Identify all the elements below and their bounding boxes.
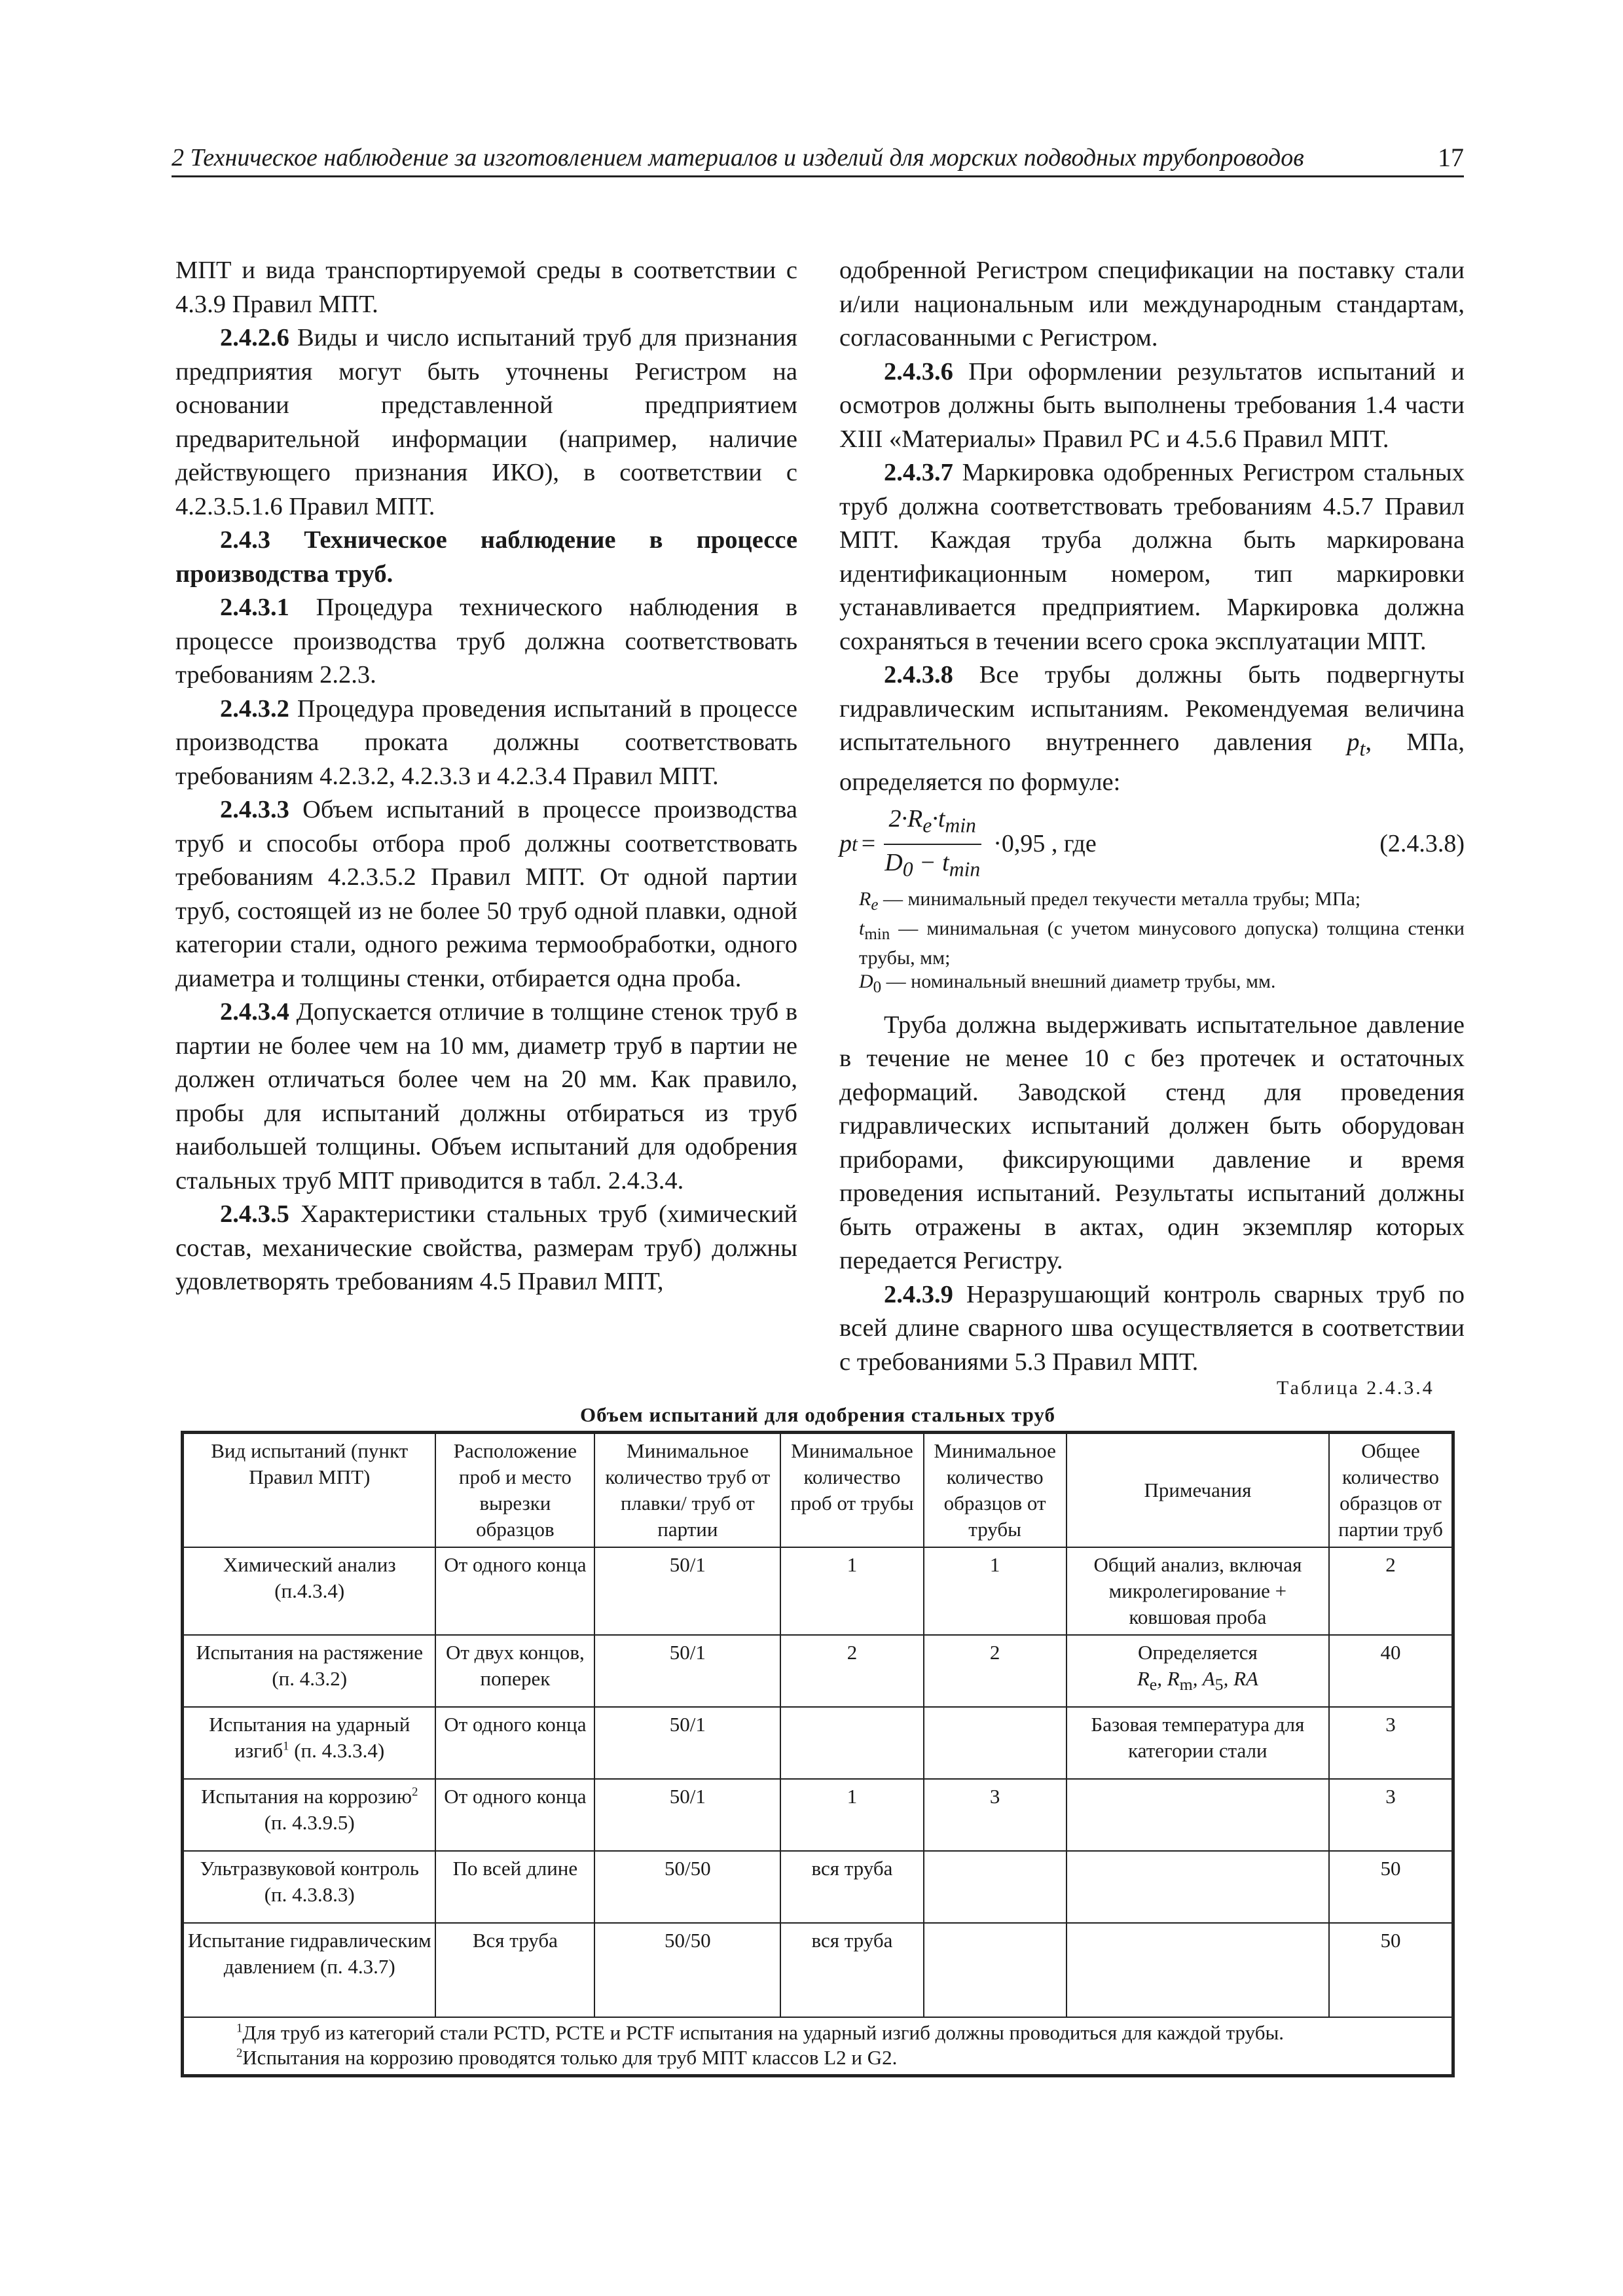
table-cell: [924, 1923, 1067, 2017]
symbol-sub: e: [871, 895, 879, 914]
definition-re: [839, 888, 1465, 917]
paragraph-2-4-3-9: [839, 1278, 1465, 1380]
table-cell: 50/1: [594, 1547, 780, 1635]
paragraph-2-4-3-6: [839, 355, 1465, 457]
denominator-sub2: min: [949, 857, 981, 881]
table-cell: От одного конца: [435, 1547, 594, 1635]
clause-number: 2.4.3.6: [884, 357, 953, 386]
clause-text: При оформлении результатов испытаний и осмотров должны быть выполнены требования 1.4 части XIII «Материалы» Правил РС и 4.5.6 Правил МПТ.: [839, 357, 1465, 453]
clause-text: Неразрушающий контроль сварных труб по всей длине сварного шва осуществляется в соответствии с требованиями 5.3 Правил МПТ.: [839, 1280, 1465, 1376]
denominator-text: D: [884, 848, 903, 876]
numerator-text-b: ·t: [932, 804, 945, 833]
symbol: D: [859, 970, 873, 992]
formula-lhs: p: [839, 829, 852, 857]
symbol: R: [859, 888, 871, 910]
footnote-mark: 2: [412, 1785, 418, 1799]
formula-lhs-sub: t: [852, 832, 858, 855]
table-cell: 50: [1329, 1851, 1453, 1923]
formula-definitions: [839, 888, 1465, 999]
formula-block: [839, 804, 1465, 881]
table-cell: 3: [1329, 1707, 1453, 1779]
table-label: Таблица 2.4.3.4: [1277, 1377, 1434, 1399]
variable-p: p: [1347, 728, 1360, 756]
table-cell: [924, 1707, 1067, 1779]
table-cell: [183, 1707, 436, 1779]
cell-text: Испытания на ударный изгиб: [209, 1713, 410, 1762]
footnote-text: Испытания на коррозию проводятся только для труб МПТ классов L2 и G2.: [242, 2046, 898, 2069]
formula-number: (2.4.3.8): [1379, 829, 1465, 857]
table-cell: Базовая температура для категории стали: [1067, 1707, 1329, 1779]
clause-number: 2.4.3.5: [220, 1200, 289, 1228]
symbol: R: [1137, 1667, 1150, 1690]
table-cell: 50/1: [594, 1707, 780, 1779]
denominator-sub: 0: [902, 857, 913, 881]
clause-text: , МПа, определяется по формуле:: [839, 728, 1465, 797]
clause-text: Допускается отличие в толщине стенок труб в партии не более чем на 10 мм, диаметр труб в партии не должен отличаться более чем на 20 мм. Как правило, пробы для испытаний должны отбираться из труб наибольшей толщины. Объем испытаний для одобрения стальных труб МПТ приводится в табл. 2.4.3.4.: [175, 998, 797, 1194]
formula: [839, 802, 1097, 886]
table-cell: 40: [1329, 1635, 1453, 1707]
clause-text: Виды и число испытаний труб для признания предприятия могут быть уточнены Регистром на основании представленной предприятием предварительной информации (например, наличие действующего признания ИКО), в соответствии с 4.2.3.5.1.6 Правил МПТ.: [175, 324, 797, 520]
note-text: Определяется: [1138, 1641, 1258, 1664]
symbol: t: [859, 917, 865, 939]
table-cell: Химический анализ (п.4.3.4): [183, 1547, 436, 1635]
paragraph-2-4-3-4: [175, 996, 797, 1198]
paragraph: МПТ и вида транспортируемой среды в соответствии с 4.3.9 Правил МПТ.: [175, 257, 797, 318]
table-cell: По всей длине: [435, 1851, 594, 1923]
table-header-row: [183, 1433, 1453, 1548]
clause-number: 2.4.3.1: [220, 594, 289, 621]
formula-numerator: [884, 802, 981, 845]
clause-text: Все трубы должны быть подвергнуты гидравлическим испытаниям. Рекомендуемая величина испытательного внутреннего давления: [839, 661, 1465, 756]
table-cell: Ультразвуковой контроль (п. 4.3.8.3): [183, 1851, 436, 1923]
symbol-sub: 0: [873, 978, 882, 996]
table-footnotes-row: [183, 2017, 1453, 2076]
symbol: , R: [1157, 1667, 1180, 1690]
table-cell: [1067, 1779, 1329, 1851]
footnote-2: [236, 2045, 1399, 2070]
denominator-text-b: − t: [913, 848, 949, 876]
table-cell: От одного конца: [435, 1707, 594, 1779]
footnote-1: [236, 2020, 1399, 2045]
table-row: [183, 1923, 1453, 2017]
paragraph-2-4-3-8: [839, 658, 1465, 800]
paragraph: одобренной Регистром спецификации на поставку стали и/или национальным или международным стандартам, согласованными с Регистром.: [839, 257, 1465, 351]
table-footnotes: [183, 2017, 1453, 2076]
table-cell: 3: [924, 1779, 1067, 1851]
table-cell: вся труба: [780, 1851, 923, 1923]
symbol-sub: min: [864, 925, 890, 943]
paragraph-2-4-3-5: [175, 1198, 797, 1299]
table-title: Объем испытаний для одобрения стальных труб: [579, 1403, 1056, 1426]
footnote-mark: 1: [236, 2021, 243, 2036]
formula-fraction: [879, 802, 985, 886]
table-cell: 3: [1329, 1779, 1453, 1851]
clause-number: 2.4.2.6: [220, 324, 289, 351]
table-cell: [924, 1851, 1067, 1923]
table-cell: 50/1: [594, 1779, 780, 1851]
paragraph-2-4-3-2: [175, 692, 797, 794]
definition-text: — минимальная (с учетом минусового допуска) толщина стенки трубы, мм;: [859, 917, 1465, 969]
table-row: [183, 1707, 1453, 1779]
clause-number: 2.4.3.4: [220, 998, 289, 1026]
running-header-title: 2 Техническое наблюдение за изготовлением материалов и изделий для морских подводных трубопроводов: [172, 144, 1304, 171]
table-cell: 1: [780, 1779, 923, 1851]
table-cell: От двух концов, поперек: [435, 1635, 594, 1707]
table-cell: От одного конца: [435, 1779, 594, 1851]
formula-tail: ·0,95 , где: [993, 829, 1097, 857]
table-cell: 1: [780, 1547, 923, 1635]
table-cell: 50/1: [594, 1635, 780, 1707]
table-cell: Испытания на растяжение (п. 4.3.2): [183, 1635, 436, 1707]
clause-number: 2.4.3.3: [220, 796, 289, 823]
header-cell: Расположение проб и место вырезки образцов: [435, 1433, 594, 1548]
clause-text: Маркировка одобренных Регистром стальных труб должна соответствовать требованиям 4.5.7 Правил МПТ. Каждая труба должна быть маркирована идентификационным номером, тип маркировки устанавливается предприятием. Маркировка должна сохраняться в течении всего срока эксплуатации МПТ.: [839, 459, 1465, 655]
table-cell: 2: [924, 1635, 1067, 1707]
clause-number: 2.4.3.9: [884, 1280, 953, 1308]
table-row: [183, 1779, 1453, 1851]
table-cell: 1: [924, 1547, 1067, 1635]
clause-text: Характеристики стальных труб (химический состав, механические свойства, размерам труб) должны удовлетворять требованиям 4.5 Правил МПТ,: [175, 1200, 797, 1295]
definition-d0: [839, 970, 1465, 999]
numerator-text: 2·R: [888, 804, 923, 833]
cell-text: Испытания на коррозию: [201, 1785, 412, 1808]
definition-text: — минимальный предел текучести металла трубы; МПа;: [878, 888, 1361, 910]
clause-text: Процедура проведения испытаний в процессе производства проката должны соответствовать требованиям 4.2.3.2, 4.2.3.3 и 4.2.3.4 Правил МПТ.: [175, 694, 797, 790]
table-cell: Испытание гидравлическим давлением (п. 4.3.7): [183, 1923, 436, 2017]
header-cell: Общее количество образцов от партии труб: [1329, 1433, 1453, 1548]
footnote-mark: 1: [283, 1739, 289, 1753]
right-column: [839, 254, 1465, 1379]
numerator-sub: e: [922, 814, 932, 837]
clause-number: 2.4.3.8: [884, 661, 953, 689]
page-number: 17: [1438, 143, 1464, 172]
variable-subscript: t: [1359, 736, 1366, 761]
table-cell: 50/50: [594, 1923, 780, 2017]
table-cell: [1067, 1851, 1329, 1923]
table-cell: 50/50: [594, 1851, 780, 1923]
table-cell: 50: [1329, 1923, 1453, 2017]
cell-text: (п. 4.3.3.4): [289, 1739, 385, 1762]
paragraph-2-4-2-6: [175, 321, 797, 524]
clause-number: 2.4.3.2: [220, 694, 289, 723]
paragraph-pressure-test: Труба должна выдерживать испытательное давление в течение не менее 10 с без протечек и остаточных деформаций. Заводской стенд для проведения гидравлических испытаний должен быть оборудован приборами, фиксирующими давление и время проведения испытаний. Результаты испытаний должны быть отражены в актах, один экземпляр которых передается Регистру.: [839, 1011, 1465, 1275]
symbol: , A: [1192, 1667, 1215, 1690]
table-cell: вся труба: [780, 1923, 923, 2017]
footnote-text: Для труб из категорий стали PCTD, PCTE и PCTF испытания на ударный изгиб должны проводиться для каждой трубы.: [242, 2021, 1285, 2044]
table-cell: Вся труба: [435, 1923, 594, 2017]
definition-tmin: [839, 917, 1465, 970]
header-cell: Примечания: [1067, 1433, 1329, 1548]
table-cell: [1067, 1923, 1329, 2017]
table-row: [183, 1547, 1453, 1635]
paragraph-2-4-3-1: [175, 591, 797, 692]
numerator-sub2: min: [945, 814, 976, 837]
table-cell: 2: [780, 1635, 923, 1707]
definition-text: — номинальный внешний диаметр трубы, мм.: [881, 970, 1276, 992]
formula-eq: =: [861, 829, 876, 857]
paragraph-2-4-3-3: [175, 793, 797, 996]
table-cell: Определяется $R_e$, $R_m$, $A_5$, RA: [1067, 1635, 1329, 1707]
header-cell: Вид испытаний (пункт Правил МПТ): [183, 1433, 436, 1548]
footnote-mark: 2: [236, 2046, 243, 2060]
cell-text: (п. 4.3.9.5): [264, 1811, 355, 1834]
paragraph-2-4-3-7: [839, 456, 1465, 658]
left-column: [175, 254, 797, 1299]
formula-denominator: [879, 845, 985, 886]
header-cell: Минимальное количество образцов от трубы: [924, 1433, 1067, 1548]
table-row: [183, 1851, 1453, 1923]
symbol: , RA: [1223, 1667, 1258, 1690]
clause-text: Процедура технического наблюдения в процессе производства труб должна соответствовать требованиям 2.2.3.: [175, 594, 797, 689]
table-cell: [183, 1779, 436, 1851]
clause-number: 2.4.3.7: [884, 459, 953, 486]
clause-text: Объем испытаний в процессе производства труб и способы отбора проб должны соответствовать требованиям 4.2.3.5.2 Правил МПТ. От одной партии труб, состоящей из не более 50 труб одной плавки, одной категории стали, одного режима термообработки, одного диаметра и толщины стенки, отбирается одна проба.: [175, 796, 797, 992]
header-cell: Минимальное количество труб от плавки/ труб от партии: [594, 1433, 780, 1548]
tests-table: [181, 1431, 1455, 2077]
table-row: [183, 1635, 1453, 1707]
table-cell: 2: [1329, 1547, 1453, 1635]
header-cell: Минимальное количество проб от трубы: [780, 1433, 923, 1548]
table-cell: [780, 1707, 923, 1779]
table-cell: Общий анализ, включая микролегирование + ковшовая проба: [1067, 1547, 1329, 1635]
running-header: [172, 143, 1464, 177]
section-heading: 2.4.3 Техническое наблюдение в процессе производства труб.: [175, 526, 797, 588]
